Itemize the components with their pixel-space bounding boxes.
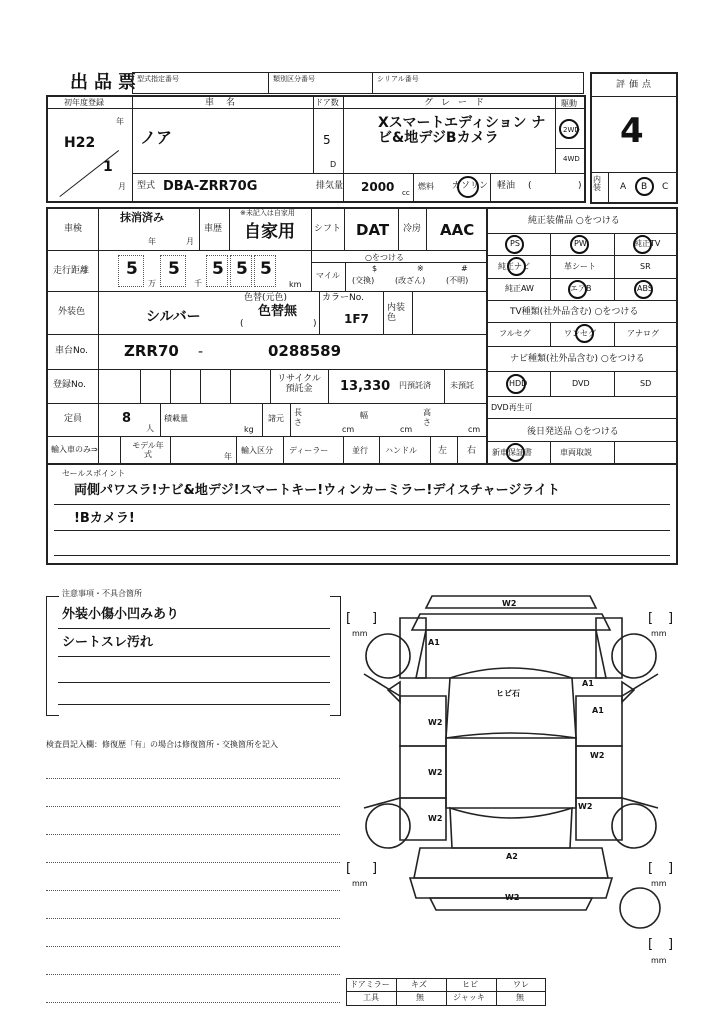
recolor-paren-close: ) bbox=[313, 319, 317, 329]
fuel-paren-close: ) bbox=[578, 181, 582, 191]
equip-abs: ABS bbox=[637, 284, 653, 293]
mark-label: ○をつける bbox=[365, 253, 404, 262]
tv-title: TV種類(社外品含む) ○をつける bbox=[510, 307, 639, 317]
later-warranty-circle bbox=[506, 443, 525, 462]
tire-spare-bracket-open: [ bbox=[648, 937, 654, 952]
equip-navi: 純正ナビ bbox=[498, 262, 530, 271]
shaken-value: 抹消済み bbox=[120, 211, 164, 224]
doors-label: ドア数 bbox=[315, 98, 339, 107]
dealer-label: ディーラー bbox=[289, 446, 329, 455]
mark-right-front-door: A1 bbox=[592, 706, 604, 715]
note-line-2: シートスレ汚れ bbox=[62, 635, 153, 650]
color-label: 外装色 bbox=[58, 307, 86, 317]
color-no-label: カラーNo. bbox=[322, 293, 364, 303]
type-code-label: 型式指定番号 bbox=[137, 75, 179, 83]
mileage-digit-2: 5 bbox=[212, 259, 224, 279]
equipment-title: 純正装備品 ○をつける bbox=[528, 216, 620, 226]
fuel-paren-open: ( bbox=[528, 181, 532, 191]
tv-oneseg-circle bbox=[575, 324, 594, 343]
mileage-digit-1: 5 bbox=[168, 259, 180, 279]
spec-label: 諸元 bbox=[268, 414, 284, 423]
sales-line-1: 両側パワスラ!ナビ&地デジ!スマートキー!ウィンカーミラー!デイスチャージライト bbox=[74, 483, 561, 498]
tire-fr-bracket-close: ] bbox=[668, 611, 674, 626]
navi-hdd: HDD bbox=[509, 379, 528, 388]
reg-label: 登録No. bbox=[53, 380, 86, 390]
mile-label: マイル bbox=[316, 271, 340, 280]
mark-right-quarter: W2 bbox=[578, 802, 593, 811]
import-label: 輸入車のみ⇒ bbox=[51, 445, 98, 454]
equip-tv: 純正TV bbox=[634, 239, 661, 248]
later-warranty: 新車保証書 bbox=[492, 448, 532, 457]
drive-label: 駆動 bbox=[561, 99, 577, 108]
load-label: 積載量 bbox=[164, 414, 188, 423]
door-suffix: D bbox=[330, 160, 337, 169]
tire-rr-mm: mm bbox=[651, 879, 667, 888]
first-reg-label: 初年度登録 bbox=[64, 98, 104, 107]
fuel-label: 燃料 bbox=[418, 182, 434, 191]
equip-pw-circle bbox=[570, 235, 589, 254]
shift-value: DAT bbox=[356, 221, 390, 239]
serial-label: シリアル番号 bbox=[377, 75, 419, 83]
recycle-paid: 円預託済 bbox=[399, 381, 431, 390]
fuel-gas: ガソリン bbox=[452, 181, 489, 191]
color-value: シルバー bbox=[146, 309, 201, 325]
mileage-man-digit: 5 bbox=[126, 259, 138, 279]
equip-airbag-circle bbox=[568, 280, 587, 299]
interior-grade-b: B bbox=[641, 182, 648, 192]
model-label: 型式 bbox=[137, 181, 156, 191]
equip-pw: PW bbox=[574, 239, 587, 248]
person-unit: 人 bbox=[146, 424, 154, 433]
equip-leather: 革シート bbox=[564, 262, 596, 271]
tire-rr-bracket-close: ] bbox=[668, 861, 674, 876]
table-r2-c4: 無 bbox=[516, 993, 524, 1002]
mileage-sen-unit: 千 bbox=[194, 279, 202, 288]
mileage-man-unit: 万 bbox=[148, 279, 156, 288]
history-label: 車歴 bbox=[204, 224, 223, 234]
sales-label: セールスポイント bbox=[62, 469, 126, 478]
width-label: 幅 bbox=[360, 411, 368, 420]
mark-tamper-label: (改ざん) bbox=[395, 276, 426, 285]
shaken-year: 年 bbox=[148, 237, 156, 246]
mark-left-rear-door: W2 bbox=[428, 768, 443, 777]
height-cm: cm bbox=[468, 425, 481, 434]
inspector-label: 検査員記入欄：修復歴「有」の場合は修復箇所・交換箇所を記入 bbox=[46, 740, 278, 749]
class-code-label: 類別区分番号 bbox=[273, 75, 315, 83]
equip-ps-circle bbox=[505, 235, 524, 254]
mark-unknown: # bbox=[461, 264, 468, 273]
later-title: 後日発送品 ○をつける bbox=[527, 427, 619, 437]
width-cm: cm bbox=[400, 425, 413, 434]
tire-rl-bracket-open: [ bbox=[346, 861, 352, 876]
drive-4wd: 4WD bbox=[563, 155, 580, 163]
equip-aw: 純正AW bbox=[505, 284, 534, 293]
car-name-label: 車名 bbox=[205, 98, 248, 108]
score-value: 4 bbox=[620, 111, 644, 151]
tire-rr-bracket-open: [ bbox=[648, 861, 654, 876]
handle-right: 右 bbox=[467, 446, 477, 456]
tire-rl-bracket-close: ] bbox=[372, 861, 378, 876]
cc-unit: cc bbox=[402, 189, 410, 197]
sales-line-2: !Bカメラ! bbox=[74, 511, 135, 526]
shaken-label: 車検 bbox=[64, 224, 83, 234]
score-label: 評価点 bbox=[616, 80, 656, 90]
doors-value: 5 bbox=[323, 133, 331, 147]
interior-color-label: 内装色 bbox=[387, 303, 406, 323]
mark-right-rear-door: W2 bbox=[590, 751, 605, 760]
import-type-label: 輸入区分 bbox=[241, 446, 273, 455]
recycle-unpaid: 未預託 bbox=[450, 381, 474, 390]
fuel-gas-circle bbox=[457, 176, 479, 198]
grade-label: グレード bbox=[424, 98, 493, 108]
tire-fl-mm: mm bbox=[352, 629, 368, 638]
table-r1-c3: ヒビ bbox=[462, 980, 478, 989]
table-r1-c4: ワレ bbox=[513, 980, 529, 989]
length-cm: cm bbox=[342, 425, 355, 434]
car-diagram bbox=[340, 578, 680, 988]
table-r2-c2: 無 bbox=[416, 993, 424, 1002]
table-r2-c1: 工具 bbox=[363, 993, 379, 1002]
model-value: DBA-ZRR70G bbox=[163, 179, 258, 194]
first-reg-month: 1 bbox=[103, 159, 113, 175]
interior-grade-a: A bbox=[620, 182, 627, 192]
mark-rear-bumper: W2 bbox=[505, 893, 520, 902]
later-manual: 車両取説 bbox=[560, 448, 592, 457]
chassis-prefix: ZRR70 bbox=[124, 342, 179, 360]
recycle-label: リサイクル預託金 bbox=[277, 374, 321, 394]
mark-swap: $ bbox=[372, 264, 378, 273]
tire-spare-mm: mm bbox=[651, 956, 667, 965]
mark-rear-gate: A2 bbox=[506, 852, 518, 861]
notes-label: 注意事項・不具合箇所 bbox=[62, 589, 142, 598]
mileage-digit-3: 5 bbox=[236, 259, 248, 279]
chassis-number: 0288589 bbox=[268, 342, 342, 360]
tire-fl-bracket-close: ] bbox=[372, 611, 378, 626]
model-year-label: モデル年式 bbox=[132, 441, 164, 459]
mileage-label: 走行距離 bbox=[53, 266, 90, 276]
interior-grade-c: C bbox=[662, 182, 669, 192]
recolor-value: 色替無 bbox=[258, 304, 298, 319]
ac-label: 冷房 bbox=[403, 224, 422, 234]
displacement-value: 2000 bbox=[361, 180, 395, 194]
height-label: 高さ bbox=[423, 408, 431, 427]
equip-ps: PS bbox=[510, 239, 520, 248]
displacement-label: 排気量 bbox=[316, 181, 344, 191]
note-line-1: 外装小傷小凹みあり bbox=[62, 607, 180, 622]
navi-hdd-circle bbox=[506, 374, 526, 394]
equip-airbag: エアB bbox=[570, 284, 592, 293]
capacity-value: 8 bbox=[122, 411, 132, 426]
chassis-dash: - bbox=[198, 344, 204, 360]
navi-sd: SD bbox=[640, 379, 652, 388]
mark-left-quarter: W2 bbox=[428, 814, 443, 823]
mark-front-bumper: W2 bbox=[502, 599, 517, 608]
fuel-light: 軽油 bbox=[497, 181, 516, 191]
km-unit: km bbox=[289, 280, 302, 289]
recolor-label: 色替(元色) bbox=[244, 293, 288, 303]
tire-fr-mm: mm bbox=[651, 629, 667, 638]
equip-tv-circle bbox=[633, 235, 652, 254]
equip-navi-circle bbox=[507, 257, 526, 276]
drive-2wd-circle bbox=[559, 119, 579, 139]
interior-grade-circle bbox=[635, 177, 654, 196]
year-unit: 年 bbox=[116, 117, 124, 126]
load-kg: kg bbox=[244, 425, 254, 434]
mark-tamper: ※ bbox=[417, 264, 424, 273]
mark-swap-label: (交換) bbox=[352, 276, 375, 285]
month-unit: 月 bbox=[118, 182, 126, 191]
equip-abs-circle bbox=[634, 280, 653, 299]
shaken-month: 月 bbox=[186, 237, 194, 246]
table-r1-c2: キズ bbox=[411, 980, 427, 989]
history-value: 自家用 bbox=[244, 222, 295, 242]
navi-dvd: DVD bbox=[572, 379, 590, 388]
color-no-value: 1F7 bbox=[344, 312, 369, 326]
first-reg-era: H22 bbox=[64, 135, 96, 151]
equip-sr: SR bbox=[640, 262, 651, 271]
interior-label: 内装 bbox=[593, 175, 601, 192]
form-title: 出品票 bbox=[70, 72, 142, 93]
ac-value: AAC bbox=[440, 221, 475, 239]
chassis-label: 車台No. bbox=[55, 346, 88, 356]
mark-unknown-label: (不明) bbox=[446, 276, 469, 285]
handle-left: 左 bbox=[438, 446, 448, 456]
recolor-paren-open: ( bbox=[240, 319, 244, 329]
mark-left-front-door: W2 bbox=[428, 718, 443, 727]
history-note: ※未記入は自家用 bbox=[240, 209, 295, 217]
tv-analog: アナログ bbox=[627, 329, 659, 338]
length-label: 長さ bbox=[294, 408, 302, 427]
mileage-digit-4: 5 bbox=[260, 259, 272, 279]
tv-fullseg: フルセグ bbox=[499, 329, 531, 338]
mark-windshield: ヒビ石 bbox=[496, 689, 520, 698]
mark-front-right-fender: A1 bbox=[582, 679, 594, 688]
table-r1-c1: ドアミラー bbox=[350, 980, 390, 989]
drive-2wd: 2WD bbox=[563, 126, 580, 134]
code-row bbox=[132, 72, 584, 94]
recycle-value: 13,330 bbox=[340, 379, 391, 394]
navi-title: ナビ種類(社外品含む) ○をつける bbox=[510, 354, 645, 364]
car-name-value: ノア bbox=[140, 128, 173, 147]
table-r2-c3: ジャッキ bbox=[453, 993, 485, 1002]
tire-fl-bracket-open: [ bbox=[346, 611, 352, 626]
mark-front-left: A1 bbox=[428, 638, 440, 647]
parallel-label: 並行 bbox=[352, 446, 368, 455]
tire-spare-bracket-close: ] bbox=[668, 937, 674, 952]
handle-label: ハンドル bbox=[385, 446, 417, 455]
grade-value: Xスマートエディション ナビ&地デジBカメラ bbox=[378, 115, 546, 146]
capacity-label: 定員 bbox=[64, 414, 83, 424]
tire-fr-bracket-open: [ bbox=[648, 611, 654, 626]
tv-oneseg: ワンセグ bbox=[564, 329, 596, 338]
tire-rl-mm: mm bbox=[352, 879, 368, 888]
dvd-playback: DVD再生可 bbox=[491, 403, 533, 412]
shift-label: シフト bbox=[314, 224, 342, 234]
model-year-unit: 年 bbox=[224, 452, 232, 461]
